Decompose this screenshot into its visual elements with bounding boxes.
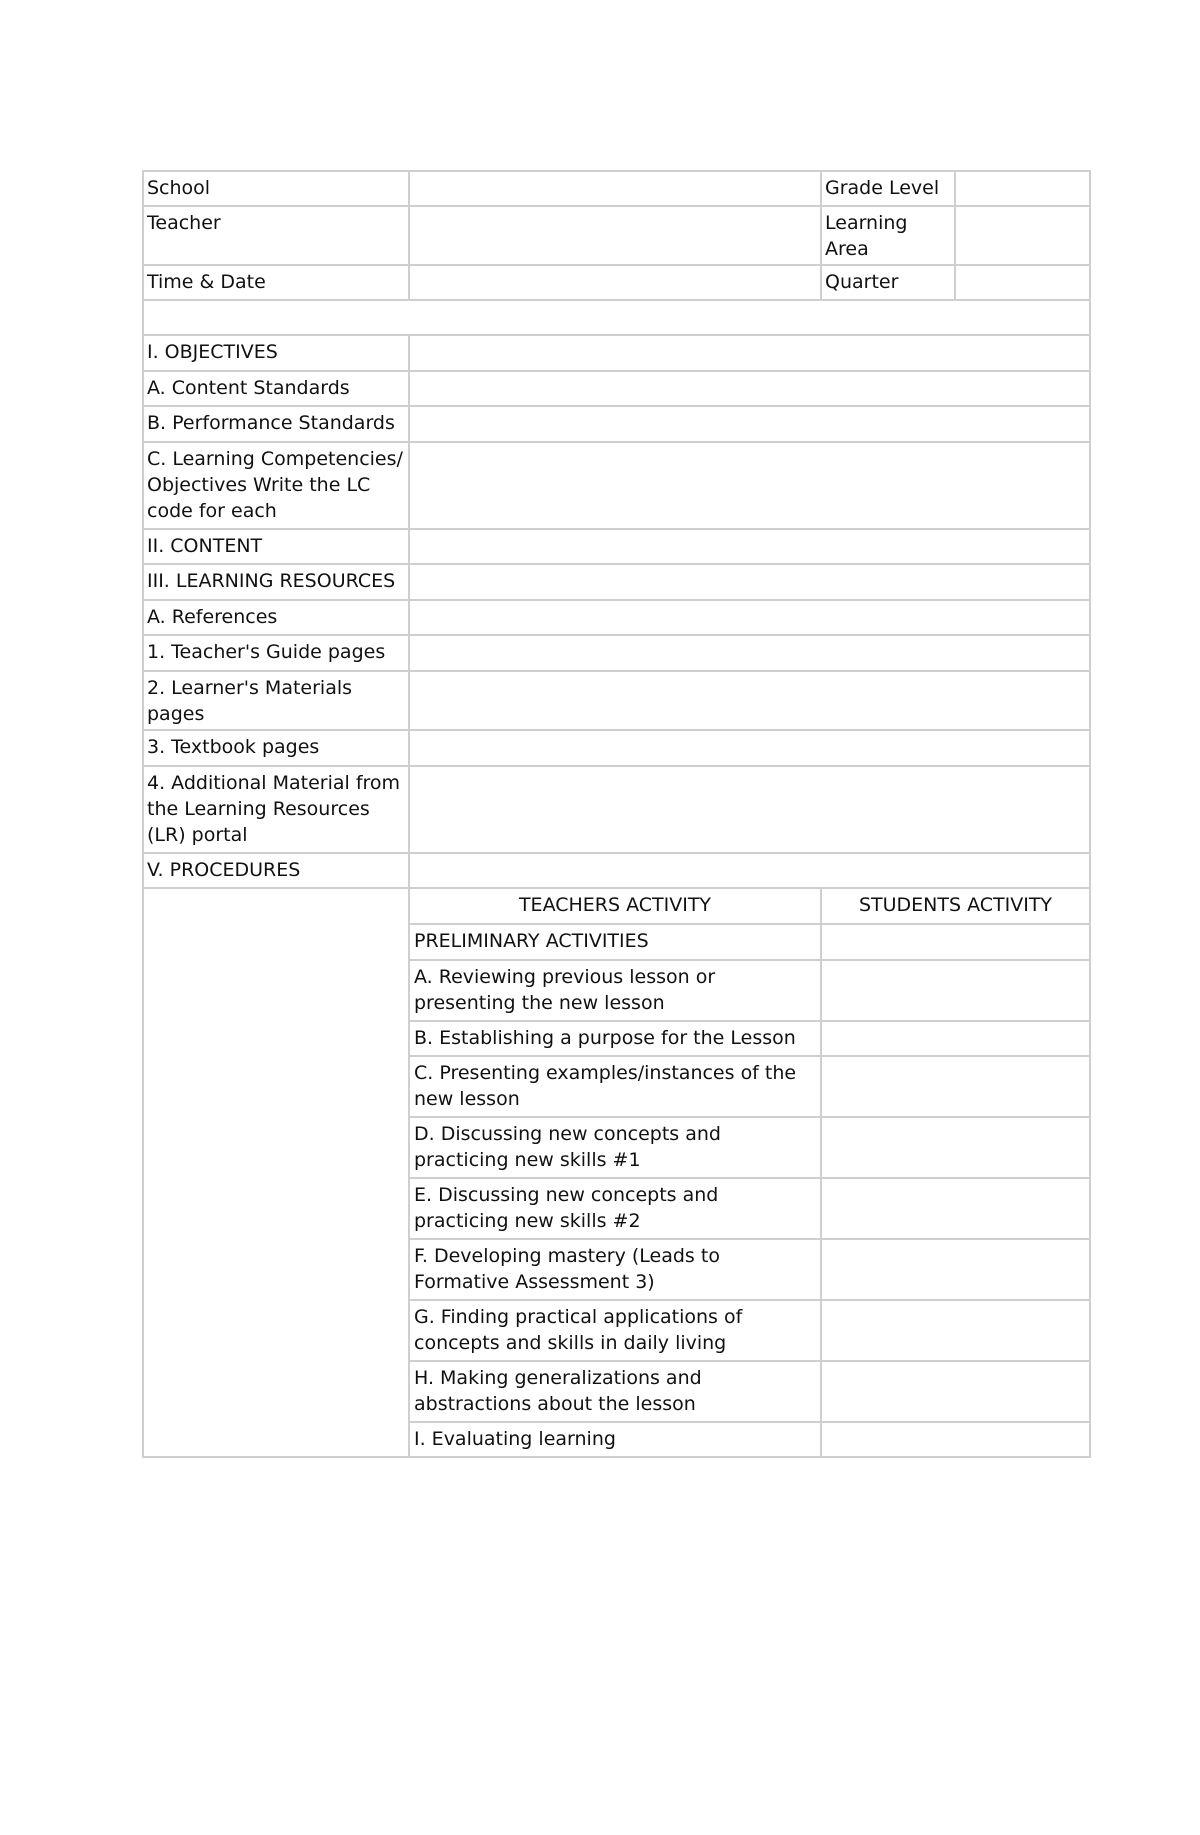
- procedure-step-label: PRELIMINARY ACTIVITIES: [409, 924, 821, 960]
- textbook-label: 3. Textbook pages: [143, 730, 409, 766]
- procedures-blank-column: [143, 888, 409, 1457]
- performance-standards-row: [143, 406, 1090, 442]
- content-standards-value-cell[interactable]: [409, 371, 1090, 406]
- student-activity-cell[interactable]: [821, 1178, 1090, 1239]
- procedure-step-label: G. Finding practical applications of concepts and skills in daily living: [409, 1300, 821, 1361]
- references-value-cell[interactable]: [409, 600, 1090, 635]
- teacher-label: Teacher: [143, 206, 409, 265]
- spacer-row: [143, 300, 1090, 335]
- student-activity-cell[interactable]: [821, 1056, 1090, 1117]
- learning-area-label: Learning Area: [821, 206, 955, 265]
- time-date-row: [143, 265, 1090, 300]
- textbook-value-cell[interactable]: [409, 730, 1090, 766]
- student-activity-cell[interactable]: [821, 960, 1090, 1021]
- grade-level-label: Grade Level: [821, 171, 955, 206]
- procedure-step-label: I. Evaluating learning: [409, 1422, 821, 1457]
- procedures-value-cell[interactable]: [409, 853, 1090, 888]
- procedures-label: V. PROCEDURES: [143, 853, 409, 888]
- content-row: [143, 529, 1090, 564]
- procedures-row: [143, 853, 1090, 888]
- student-activity-cell[interactable]: [821, 1239, 1090, 1300]
- student-activity-cell[interactable]: [821, 1422, 1090, 1457]
- procedure-step-label: D. Discussing new concepts and practicing new skills #1: [409, 1117, 821, 1178]
- content-label: II. CONTENT: [143, 529, 409, 564]
- references-label: A. References: [143, 600, 409, 635]
- student-activity-cell[interactable]: [821, 1117, 1090, 1178]
- teachers-activity-header: TEACHERS ACTIVITY: [409, 888, 821, 924]
- learning-competencies-value-cell[interactable]: [409, 442, 1090, 529]
- objectives-value-cell[interactable]: [409, 335, 1090, 371]
- teacher-row: [143, 206, 1090, 265]
- learning-resources-row: [143, 564, 1090, 600]
- procedure-step-label: B. Establishing a purpose for the Lesson: [409, 1021, 821, 1056]
- content-value-cell[interactable]: [409, 529, 1090, 564]
- references-row: [143, 600, 1090, 635]
- objectives-label: I. OBJECTIVES: [143, 335, 409, 371]
- teachers-guide-label: 1. Teacher's Guide pages: [143, 635, 409, 671]
- objectives-row: [143, 335, 1090, 371]
- school-label: School: [143, 171, 409, 206]
- learners-materials-label: 2. Learner's Materials pages: [143, 671, 409, 730]
- textbook-row: [143, 730, 1090, 766]
- performance-standards-label: B. Performance Standards: [143, 406, 409, 442]
- learners-materials-value-cell[interactable]: [409, 671, 1090, 730]
- additional-material-row: [143, 766, 1090, 853]
- lesson-plan-table: [142, 170, 1091, 1458]
- procedure-step-label: E. Discussing new concepts and practicing new skills #2: [409, 1178, 821, 1239]
- procedure-step-label: C. Presenting examples/instances of the new lesson: [409, 1056, 821, 1117]
- procedures-header-row: [143, 888, 1090, 924]
- school-value-cell[interactable]: [409, 171, 821, 206]
- learning-competencies-row: [143, 442, 1090, 529]
- learning-competencies-label: C. Learning Competencies/ Objectives Write the LC code for each: [143, 442, 409, 529]
- learning-area-value-cell[interactable]: [955, 206, 1090, 265]
- procedure-step-label: H. Making generalizations and abstractions about the lesson: [409, 1361, 821, 1422]
- content-standards-row: [143, 371, 1090, 406]
- student-activity-cell[interactable]: [821, 1361, 1090, 1422]
- learning-resources-value-cell[interactable]: [409, 564, 1090, 600]
- learners-materials-row: [143, 671, 1090, 730]
- teachers-guide-row: [143, 635, 1090, 671]
- student-activity-cell[interactable]: [821, 1300, 1090, 1361]
- time-date-label: Time & Date: [143, 265, 409, 300]
- student-activity-cell[interactable]: [821, 924, 1090, 960]
- teachers-guide-value-cell[interactable]: [409, 635, 1090, 671]
- teacher-value-cell[interactable]: [409, 206, 821, 265]
- students-activity-header: STUDENTS ACTIVITY: [821, 888, 1090, 924]
- additional-material-label: 4. Additional Material from the Learning Resources (LR) portal: [143, 766, 409, 853]
- grade-level-value-cell[interactable]: [955, 171, 1090, 206]
- school-row: [143, 171, 1090, 206]
- performance-standards-value-cell[interactable]: [409, 406, 1090, 442]
- time-date-value-cell[interactable]: [409, 265, 821, 300]
- quarter-value-cell[interactable]: [955, 265, 1090, 300]
- learning-resources-label: III. LEARNING RESOURCES: [143, 564, 409, 600]
- content-standards-label: A. Content Standards: [143, 371, 409, 406]
- quarter-label: Quarter: [821, 265, 955, 300]
- student-activity-cell[interactable]: [821, 1021, 1090, 1056]
- procedure-step-label: F. Developing mastery (Leads to Formative Assessment 3): [409, 1239, 821, 1300]
- spacer-cell: [143, 300, 1090, 335]
- additional-material-value-cell[interactable]: [409, 766, 1090, 853]
- procedure-step-label: A. Reviewing previous lesson or presenting the new lesson: [409, 960, 821, 1021]
